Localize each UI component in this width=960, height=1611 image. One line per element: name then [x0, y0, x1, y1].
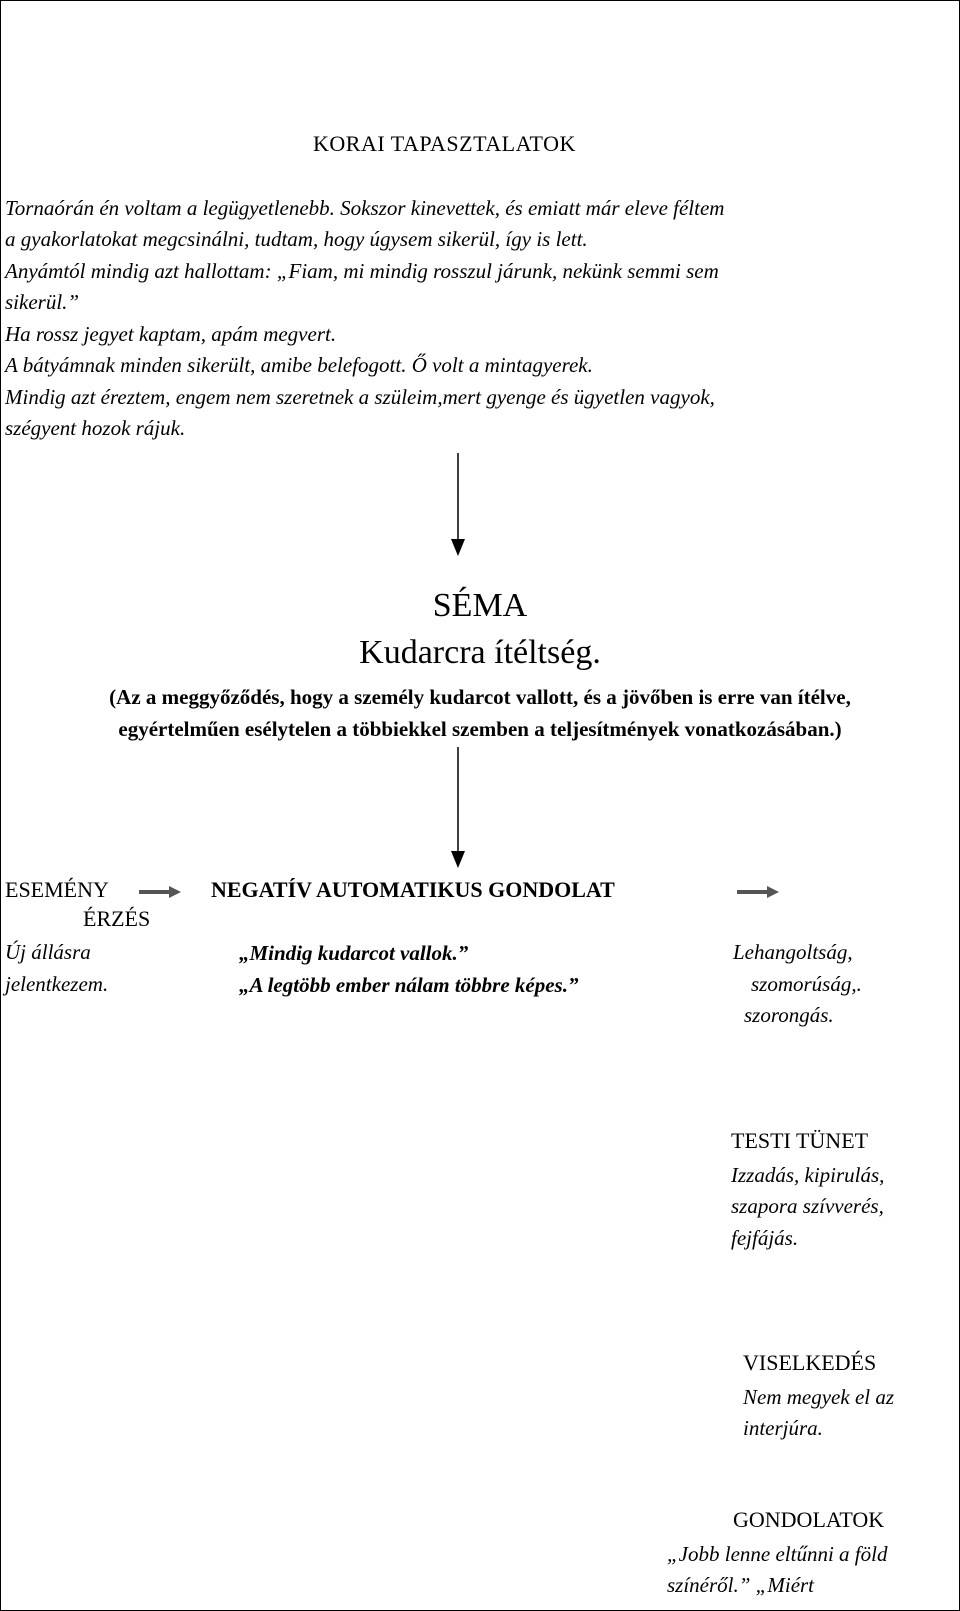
thoughts-line-2: színéről.” „Miért [667, 1573, 815, 1597]
thoughts-line-1: „Jobb lenne eltűnni a föld [667, 1542, 888, 1566]
body-symptom-line-2: szapora szívverés, [731, 1194, 884, 1218]
early-line-4: sikerül.” [5, 290, 80, 314]
thoughts-label: GONDOLATOK [733, 1507, 885, 1532]
body-symptom-label: TESTI TÜNET [731, 1128, 869, 1153]
feeling-text-2: szomorúság,. [751, 972, 862, 996]
down-arrow-head-2 [451, 851, 465, 868]
early-line-3: Anyámtól mindig azt hallottam: „Fiam, mi mindig rosszul járunk, nekünk semmi sem [5, 259, 719, 283]
schema-desc-line-1: (Az a meggyőződés, hogy a személy kudarcot vallott, és a jövőben is erre van ítélve, [109, 685, 851, 709]
body-symptom-line-3: fejfájás. [731, 1226, 799, 1250]
early-line-1: Tornaórán én voltam a legügyetlenebb. Sokszor kinevettek, és emiatt már eleve féltem [5, 196, 725, 220]
feeling-text-1: Lehangoltság, [733, 940, 853, 964]
behavior-label: VISELKEDÉS [743, 1350, 877, 1375]
early-line-6: A bátyámnak minden sikerült, amibe belefogott. Ő volt a mintagyerek. [5, 353, 593, 377]
event-text-1: Új állásra [5, 940, 91, 964]
early-line-7: Mindig azt éreztem, engem nem szeretnek a szüleim,mert gyenge és ügyetlen vagyok, [5, 385, 715, 409]
event-text-2: jelentkezem. [5, 972, 109, 996]
down-arrow-head-1 [451, 539, 465, 556]
schema-title: SÉMA [432, 587, 528, 624]
event-label: ESEMÉNY [5, 877, 109, 902]
early-experiences-title: KORAI TAPASZTALATOK [313, 131, 576, 156]
body-symptom-line-1: Izzadás, kipirulás, [731, 1163, 885, 1187]
nat-label: NEGATÍV AUTOMATIKUS GONDOLAT [211, 877, 615, 902]
early-line-5: Ha rossz jegyet kaptam, apám megvert. [5, 322, 337, 346]
nat-text-1: „Mindig kudarcot vallok.” [239, 941, 469, 965]
right-arrow-head-1 [169, 886, 181, 898]
feeling-label: ÉRZÉS [83, 906, 151, 931]
behavior-line-2: interjúra. [743, 1416, 823, 1440]
behavior-line-1: Nem megyek el az [743, 1385, 895, 1409]
feeling-text-3: szorongás. [744, 1003, 834, 1027]
nat-text-2: „A legtöbb ember nálam többre képes.” [239, 973, 579, 997]
schema-desc-line-2: egyértelműen esélytelen a többiekkel szemben a teljesítmények vonatkozásában.) [118, 717, 842, 741]
early-line-8: szégyent hozok rájuk. [5, 416, 186, 440]
schema-name: Kudarcra ítéltség. [359, 634, 601, 671]
early-line-2: a gyakorlatokat megcsinálni, tudtam, hogy úgysem sikerül, így is lett. [5, 227, 588, 251]
right-arrow-head-2 [767, 886, 779, 898]
